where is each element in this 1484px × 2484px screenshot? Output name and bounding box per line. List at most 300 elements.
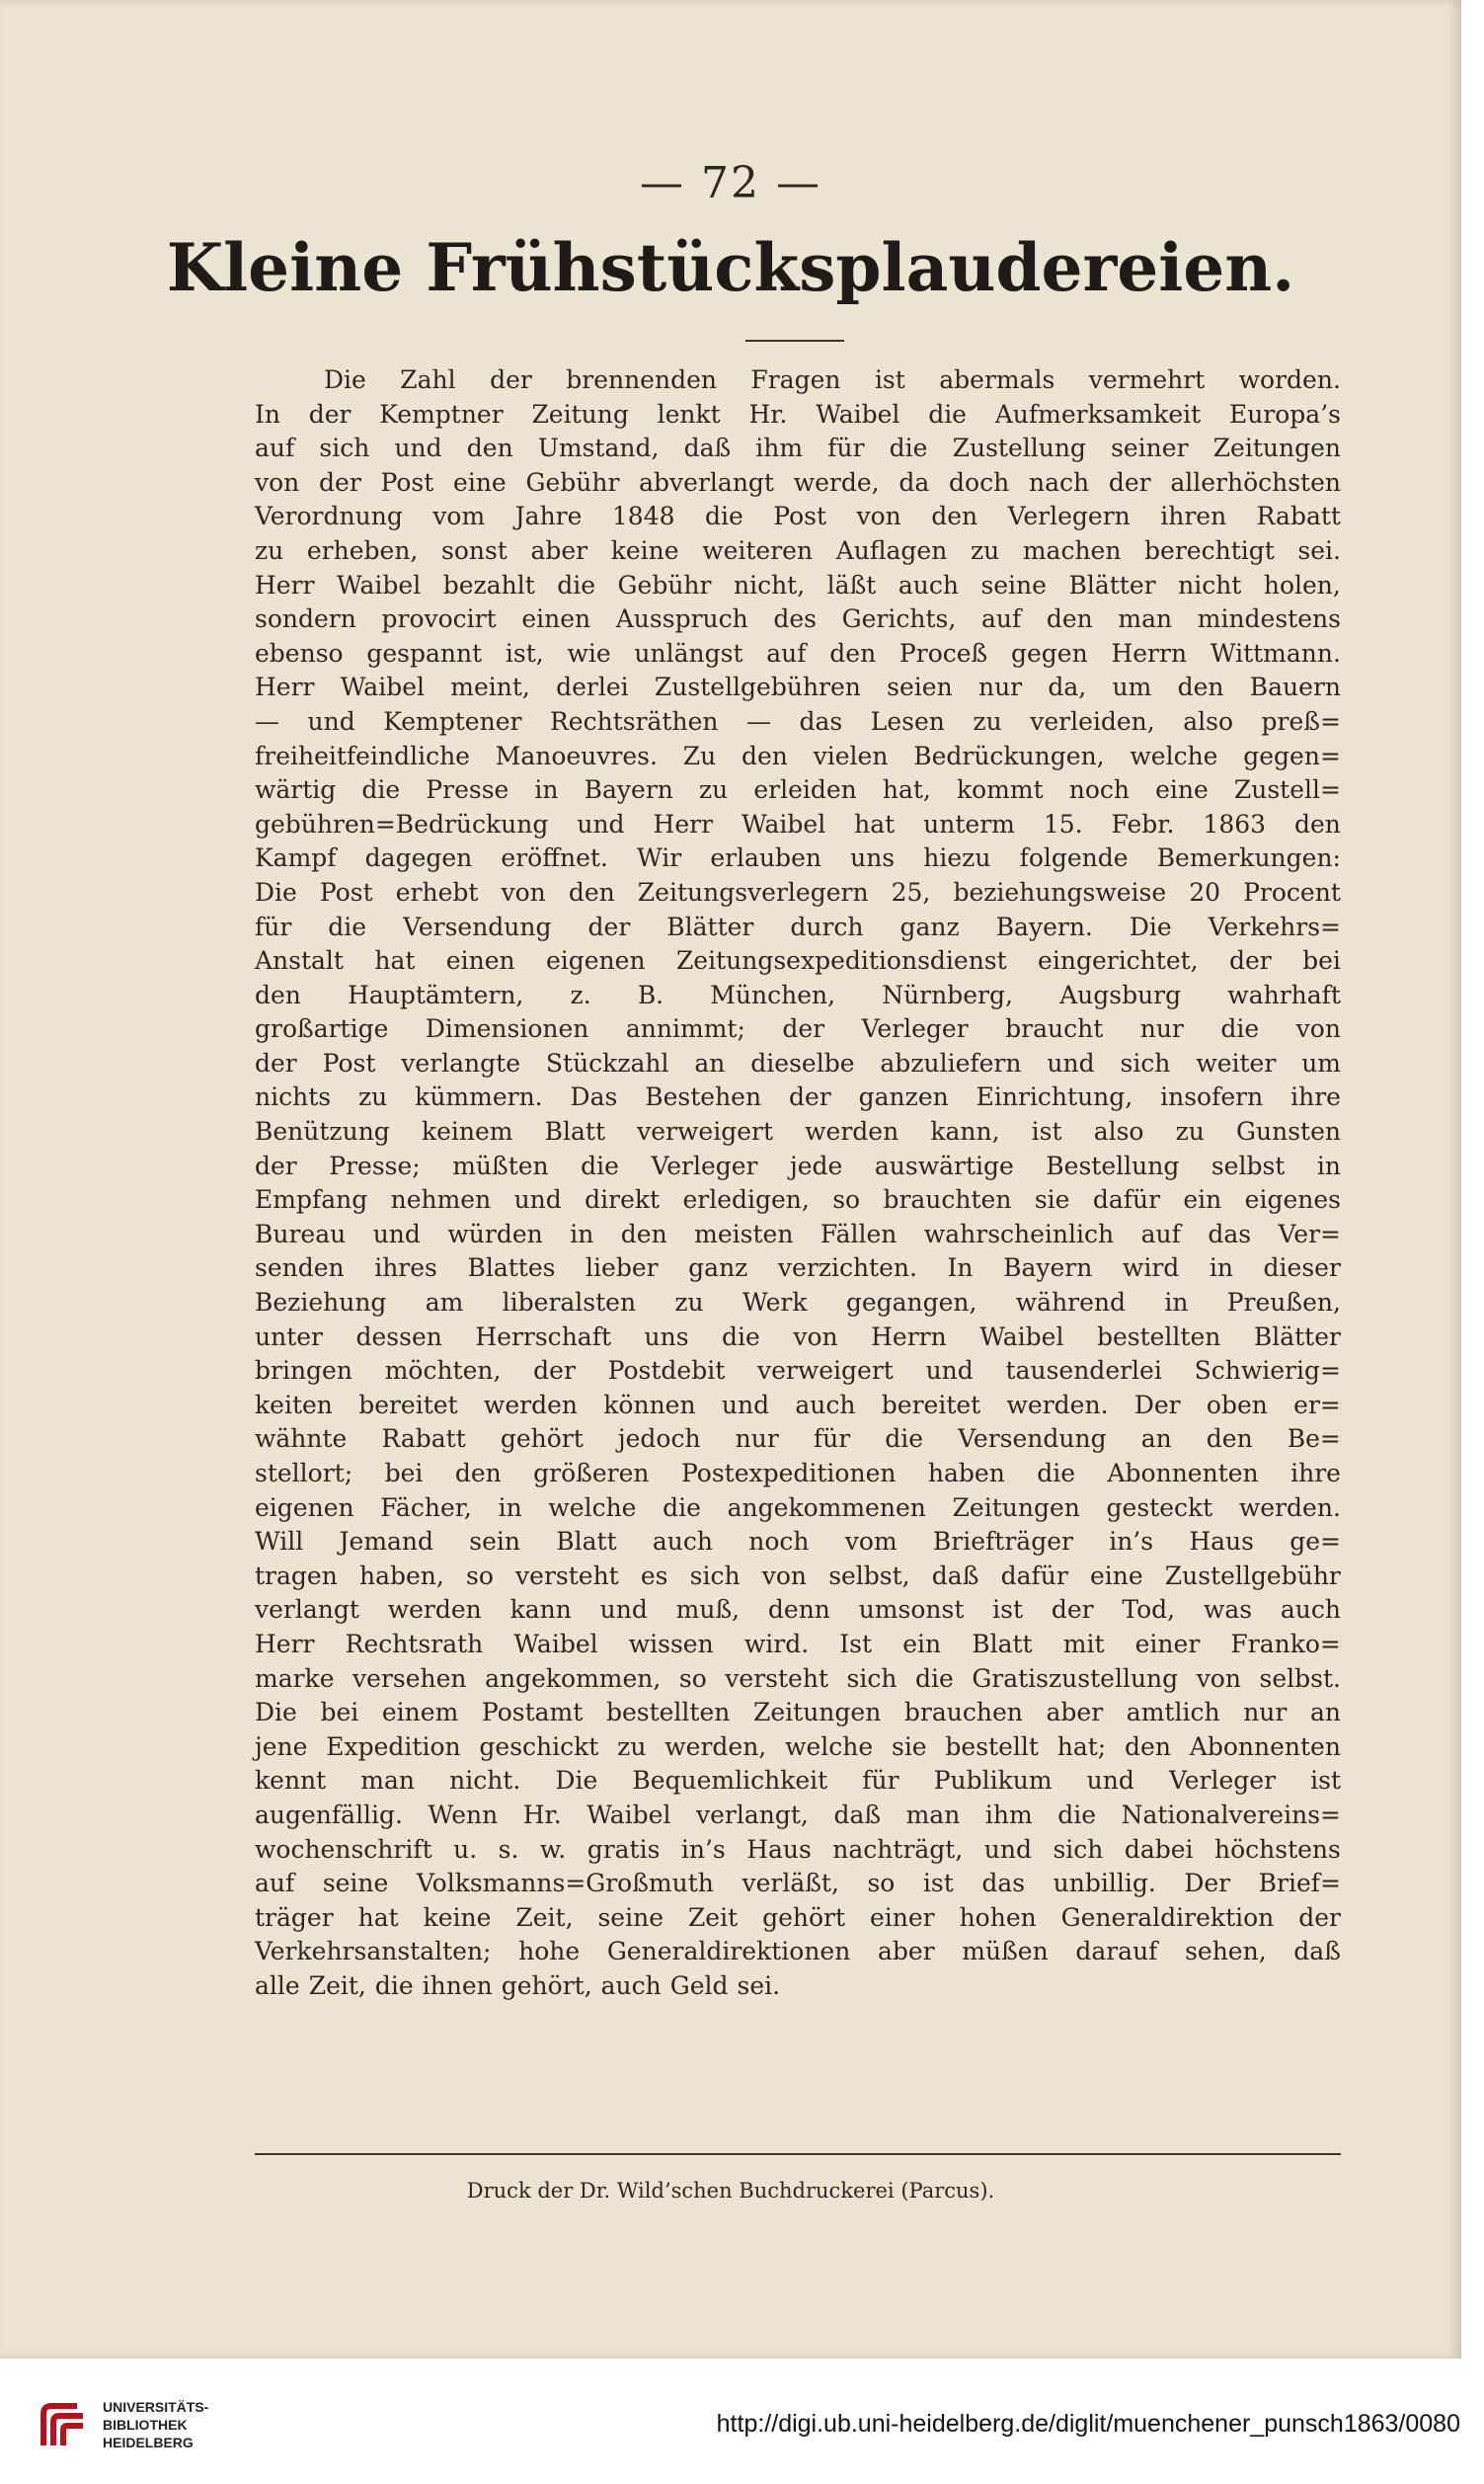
word: ganz xyxy=(899,912,960,941)
word: Zeitung xyxy=(531,399,629,429)
text-line xyxy=(255,1696,1341,1730)
word: auch xyxy=(795,1390,856,1419)
text-line xyxy=(255,569,1341,603)
word: möchten, xyxy=(384,1356,502,1386)
word: 1848 xyxy=(611,502,675,531)
word: angekommen, xyxy=(485,1663,662,1693)
word: Dimensionen xyxy=(425,1014,589,1044)
word: ihre xyxy=(1290,1459,1341,1487)
word: Herrn xyxy=(1111,638,1188,668)
word: weiteren xyxy=(702,535,814,565)
word: sich xyxy=(846,1663,898,1693)
page-number: — 72 — xyxy=(640,158,821,208)
word: so xyxy=(465,1561,494,1590)
word: bestellt xyxy=(945,1731,1039,1761)
word: ihm xyxy=(755,434,804,463)
word: keiten xyxy=(255,1390,333,1419)
word: ebenso xyxy=(255,638,344,668)
word: dieselbe xyxy=(750,1048,855,1078)
word: Waibel xyxy=(337,570,422,600)
word: Herr xyxy=(255,673,315,702)
text-line xyxy=(255,1218,1341,1252)
word: zu xyxy=(970,535,1000,565)
word: selbst. xyxy=(1259,1663,1341,1693)
word: und xyxy=(983,1834,1032,1864)
word: die xyxy=(722,1322,760,1351)
word: und xyxy=(372,1219,421,1248)
word: nichts xyxy=(255,1082,332,1112)
word: bestellten xyxy=(605,1698,731,1727)
word: Die xyxy=(1129,912,1172,941)
word: Wir xyxy=(636,843,682,873)
word: den xyxy=(568,877,615,907)
word: so xyxy=(867,1869,896,1898)
word: sich xyxy=(1120,1048,1171,1078)
word: Haus xyxy=(746,1834,812,1864)
word: doch xyxy=(949,467,1010,497)
word: zu xyxy=(617,1731,647,1761)
word: 15. xyxy=(1043,809,1083,839)
word: Brief= xyxy=(1258,1869,1341,1898)
word: marke xyxy=(255,1663,335,1693)
word: von xyxy=(761,1561,808,1590)
word: Zeitungsverlegern xyxy=(637,877,869,907)
word: Post xyxy=(319,877,373,907)
word: unbillig. xyxy=(1053,1869,1156,1898)
word: muß, xyxy=(675,1595,741,1625)
word: Schwierig= xyxy=(1194,1356,1341,1386)
word: Europa’s xyxy=(1228,399,1341,429)
word: Blatt xyxy=(556,1527,617,1557)
word: Waibel xyxy=(979,1322,1064,1351)
word: vom xyxy=(432,502,486,531)
word: allerhöchsten xyxy=(1170,467,1341,497)
word: braucht xyxy=(1005,1014,1104,1044)
word: nur xyxy=(1243,1698,1288,1727)
word: bezahlt xyxy=(442,570,535,600)
word: der xyxy=(782,1014,825,1044)
word: die xyxy=(889,434,928,463)
word: auch xyxy=(600,1970,662,2000)
word: noch xyxy=(1068,775,1130,805)
word: auf xyxy=(766,638,807,668)
word: versteht xyxy=(515,1561,619,1590)
word: Verleger xyxy=(1168,1766,1277,1796)
word: bei xyxy=(320,1698,359,1727)
word: sondern xyxy=(255,604,356,634)
word: Die xyxy=(255,877,297,907)
word: augenfällig. xyxy=(255,1800,403,1829)
word: Verordnung xyxy=(255,502,403,531)
word: einem xyxy=(381,1698,459,1727)
word: auf xyxy=(1140,1219,1181,1248)
word: für xyxy=(255,912,292,941)
word: Proceß xyxy=(898,638,988,668)
word: Febr. xyxy=(1111,809,1175,839)
word: Blattes xyxy=(467,1253,556,1283)
word: auch xyxy=(1280,1595,1341,1625)
word: In xyxy=(255,399,280,429)
word: läßt xyxy=(826,570,877,600)
word: verläßt, xyxy=(742,1869,839,1898)
word: von xyxy=(856,502,901,531)
text-line xyxy=(255,1560,1341,1594)
word: hat; xyxy=(1056,1731,1107,1761)
word: Hr. xyxy=(748,399,788,429)
word: holen, xyxy=(1263,570,1341,600)
word: preß= xyxy=(1261,706,1341,736)
word: in xyxy=(534,775,559,805)
word: Zustellung xyxy=(952,434,1086,463)
word: also xyxy=(1183,706,1234,736)
text-line xyxy=(255,1321,1341,1355)
word: hat, xyxy=(882,775,931,805)
word: daß xyxy=(683,434,732,463)
word: aber xyxy=(877,1937,935,1966)
word: auch xyxy=(898,570,959,600)
library-name-line: UNIVERSITÄTS- xyxy=(103,2399,209,2415)
word: auf xyxy=(255,1869,295,1898)
word: Kemptener xyxy=(383,706,522,736)
word: Fällen xyxy=(820,1219,898,1248)
word: der xyxy=(1108,467,1151,497)
word: Die xyxy=(255,1698,297,1727)
word: nicht, xyxy=(733,570,806,600)
word: werden xyxy=(805,1117,899,1147)
word: Generaldirektion xyxy=(1060,1902,1275,1932)
word: erheben, xyxy=(306,535,419,565)
word: berechtigt xyxy=(1144,535,1275,565)
text-line xyxy=(255,1525,1341,1560)
word: Herr xyxy=(653,809,714,839)
word: vom xyxy=(844,1527,898,1557)
word: der xyxy=(255,1048,297,1078)
word: und xyxy=(599,1595,648,1625)
word: Werk xyxy=(742,1288,808,1318)
word: die xyxy=(1037,1459,1076,1487)
word: Anstalt xyxy=(255,946,344,976)
text-line xyxy=(255,740,1341,774)
word: man xyxy=(1118,604,1173,634)
word: er= xyxy=(1293,1390,1341,1419)
word: Hr. xyxy=(522,1800,562,1829)
library-name xyxy=(103,2398,208,2451)
word: Verkehrsanstalten; xyxy=(255,1937,492,1966)
word: annimmt; xyxy=(625,1014,745,1044)
word: die xyxy=(914,1663,954,1693)
word: 20 xyxy=(1189,877,1221,907)
word: Herrn xyxy=(871,1322,947,1351)
word: den xyxy=(1294,809,1341,839)
word: in xyxy=(1316,1151,1341,1180)
word: gratis xyxy=(586,1834,661,1864)
word: die xyxy=(328,912,367,941)
text-line xyxy=(255,466,1341,501)
word: vielen xyxy=(813,741,889,770)
word: Expedition xyxy=(326,1731,461,1761)
word: Kemptner xyxy=(379,399,504,429)
word: ein xyxy=(1183,1185,1222,1215)
word: es xyxy=(640,1561,668,1590)
word: nur xyxy=(735,1424,779,1454)
word: mindestens xyxy=(1197,604,1341,634)
word: Fragen xyxy=(750,365,841,394)
word: hat xyxy=(357,1902,399,1932)
word: noch xyxy=(748,1527,810,1557)
word: selbst xyxy=(1211,1151,1286,1180)
word: w. xyxy=(539,1834,567,1864)
word: ein xyxy=(902,1629,942,1658)
word: Post xyxy=(322,1048,376,1078)
word: bringen xyxy=(255,1356,352,1386)
word: sich xyxy=(689,1561,741,1590)
word: abzuliefern xyxy=(880,1048,1022,1078)
word: man xyxy=(360,1766,416,1796)
word: bestellten xyxy=(1096,1322,1221,1351)
word: Verlegern xyxy=(1007,502,1131,531)
word: Blätter xyxy=(666,912,754,941)
word: vermehrt xyxy=(1088,365,1206,394)
word: Zeitungen xyxy=(952,1492,1080,1522)
word: die xyxy=(581,1151,619,1180)
word: ihre xyxy=(1290,1082,1341,1112)
word: Post xyxy=(380,467,434,497)
word: ist, xyxy=(505,638,544,668)
word: Gebühr xyxy=(525,467,620,497)
word: amtlich xyxy=(1126,1698,1220,1727)
word: eröffnet. xyxy=(501,843,608,873)
text-line xyxy=(255,1012,1341,1047)
word: jede xyxy=(790,1151,843,1180)
text-line xyxy=(255,1389,1341,1423)
word: der xyxy=(1298,1902,1341,1932)
word: Das xyxy=(570,1082,618,1112)
word: die xyxy=(663,1492,701,1522)
word: da, xyxy=(1048,673,1087,702)
word: welche xyxy=(1130,741,1218,770)
word: versteht xyxy=(725,1663,828,1693)
word: in xyxy=(1209,1253,1233,1283)
word: so xyxy=(678,1663,707,1693)
text-line xyxy=(255,1150,1341,1184)
word: worden. xyxy=(1238,365,1341,394)
text-line xyxy=(255,1969,1341,2004)
word: Zustellgebühr xyxy=(1164,1561,1341,1590)
text-line xyxy=(255,1593,1341,1628)
text-line xyxy=(255,911,1341,945)
word: in’s xyxy=(1109,1527,1154,1557)
word: Der xyxy=(1133,1390,1181,1419)
word: Zustell= xyxy=(1233,775,1341,805)
text-line xyxy=(255,1901,1341,1936)
text-line xyxy=(255,1764,1341,1799)
word: Bauern xyxy=(1249,673,1341,702)
text-line xyxy=(255,1662,1341,1697)
word: und xyxy=(513,1185,562,1215)
word: Versendung xyxy=(958,1424,1107,1454)
word: von xyxy=(793,1322,838,1351)
word: einer xyxy=(869,1902,935,1932)
word: tausenderlei xyxy=(1005,1356,1162,1386)
word: Rechtsrath xyxy=(345,1629,484,1658)
word: Gratiszustellung xyxy=(972,1663,1179,1693)
word: das xyxy=(799,706,843,736)
source-url[interactable]: http://digi.ub.uni-heidelberg.de/diglit/muenchener_punsch1863/0080 xyxy=(716,2410,1460,2438)
word: meisten xyxy=(694,1219,794,1248)
word: nur xyxy=(1139,1014,1184,1044)
word: Herrschaft xyxy=(475,1322,611,1351)
word: umsonst xyxy=(858,1595,965,1625)
word: Die xyxy=(324,365,366,394)
word: Be= xyxy=(1287,1424,1341,1454)
word: sie xyxy=(891,1731,927,1761)
word: die xyxy=(1057,1800,1097,1829)
word: In xyxy=(947,1253,974,1283)
word: an xyxy=(694,1048,726,1078)
text-line xyxy=(255,1833,1341,1868)
word: uns xyxy=(850,843,896,873)
text-line xyxy=(255,979,1341,1013)
word: kann, xyxy=(930,1117,1000,1147)
word: größeren xyxy=(533,1459,650,1487)
word: Fächer, xyxy=(380,1492,472,1522)
word: Zu xyxy=(682,741,717,770)
word: stellort; xyxy=(255,1459,353,1487)
word: der xyxy=(587,912,631,941)
word: daß xyxy=(1293,1937,1341,1966)
word: erledigen, xyxy=(682,1185,810,1215)
word: Ausspruch xyxy=(615,604,748,634)
word: Wenn xyxy=(428,1800,499,1829)
word: ihres xyxy=(374,1253,437,1283)
word: bereitet xyxy=(881,1390,981,1419)
text-line xyxy=(255,398,1341,433)
word: sein xyxy=(469,1527,521,1557)
word: ihnen xyxy=(422,1970,493,2000)
word: daß xyxy=(833,1800,882,1829)
word: den xyxy=(1177,673,1224,702)
text-line xyxy=(255,1422,1341,1457)
word: — xyxy=(255,706,279,736)
text-line xyxy=(255,1047,1341,1082)
word: werde, xyxy=(793,467,880,497)
word: Gebühr xyxy=(617,570,712,600)
word: nehmen xyxy=(390,1185,492,1215)
word: Ist xyxy=(839,1629,873,1658)
word: Procent xyxy=(1243,877,1341,907)
word: kennt xyxy=(255,1766,327,1796)
word: sei. xyxy=(1297,535,1341,565)
word: Zeit, xyxy=(308,1970,366,2000)
word: wird. xyxy=(743,1629,810,1658)
word: aber xyxy=(530,535,588,565)
word: Generaldirektionen xyxy=(606,1937,851,1966)
word: weiter xyxy=(1196,1048,1277,1078)
library-name-line: BIBLIOTHEK xyxy=(103,2417,188,2433)
word: Kampf xyxy=(255,843,337,873)
word: B. xyxy=(637,980,664,1009)
text-line xyxy=(255,602,1341,637)
word: ist xyxy=(1031,1117,1062,1147)
text-line xyxy=(255,1457,1341,1491)
word: den xyxy=(829,638,877,668)
word: Empfang xyxy=(255,1185,368,1215)
university-library-logo-icon xyxy=(38,2400,89,2451)
word: Verleger xyxy=(651,1151,758,1180)
word: seine xyxy=(980,570,1047,600)
word: kann xyxy=(509,1595,572,1625)
text-line xyxy=(255,363,1341,398)
word: ganz xyxy=(688,1253,748,1283)
word: Waibel xyxy=(816,399,900,429)
word: Blätter xyxy=(1253,1322,1341,1351)
word: folgende xyxy=(1019,843,1129,873)
word: durch xyxy=(790,912,864,941)
word: Postamt xyxy=(481,1698,584,1727)
article-title: Kleine Frühstücksplaudereien. xyxy=(166,229,1295,306)
library-name-line: HEIDELBERG xyxy=(103,2435,194,2450)
word: während xyxy=(1015,1288,1127,1318)
word: Manoeuvres. xyxy=(495,741,658,770)
word: welche xyxy=(785,1731,874,1761)
word: um xyxy=(1301,1048,1341,1078)
word: wärtig xyxy=(255,775,337,805)
word: senden xyxy=(255,1253,345,1283)
word: Blätter xyxy=(1068,570,1156,600)
word: Blatt xyxy=(544,1117,605,1147)
word: der xyxy=(308,399,351,429)
word: unterm xyxy=(923,809,1015,839)
word: kümmern. xyxy=(415,1082,543,1112)
word: angekommenen xyxy=(727,1492,926,1522)
word: wie xyxy=(567,638,611,668)
word: auf xyxy=(980,604,1022,634)
text-line xyxy=(255,534,1341,569)
word: an xyxy=(1309,1698,1341,1727)
word: Zahl xyxy=(400,365,456,394)
word: was xyxy=(1203,1595,1253,1625)
word: ist xyxy=(874,365,905,394)
word: Zeitungen xyxy=(752,1698,882,1727)
word: hohen xyxy=(959,1902,1037,1932)
word: der xyxy=(788,1082,831,1112)
word: zu xyxy=(973,706,1002,736)
word: großartige xyxy=(255,1014,389,1044)
word: von xyxy=(255,467,300,497)
word: am xyxy=(425,1288,464,1318)
word: unlängst xyxy=(634,638,743,668)
word: den xyxy=(1046,604,1093,634)
word: seien xyxy=(887,673,953,702)
word: Postexpeditionen xyxy=(680,1459,897,1487)
word: Franko= xyxy=(1230,1629,1341,1658)
word: müßen xyxy=(962,1937,1049,1966)
word: gespannt xyxy=(366,638,483,668)
word: liberalsten xyxy=(502,1288,637,1318)
word: der xyxy=(255,1151,297,1180)
word: wissen xyxy=(628,1629,714,1658)
word: von xyxy=(1196,1663,1241,1693)
word: den xyxy=(931,502,978,531)
word: freiheitfeindliche xyxy=(255,741,470,770)
word: in xyxy=(570,1219,594,1248)
word: gegen xyxy=(1011,638,1088,668)
word: dessen xyxy=(355,1322,442,1351)
footer-divider xyxy=(255,2153,1341,2155)
word: einen xyxy=(521,604,591,634)
word: Einrichtung, xyxy=(976,1082,1133,1112)
word: direkt xyxy=(585,1185,661,1215)
